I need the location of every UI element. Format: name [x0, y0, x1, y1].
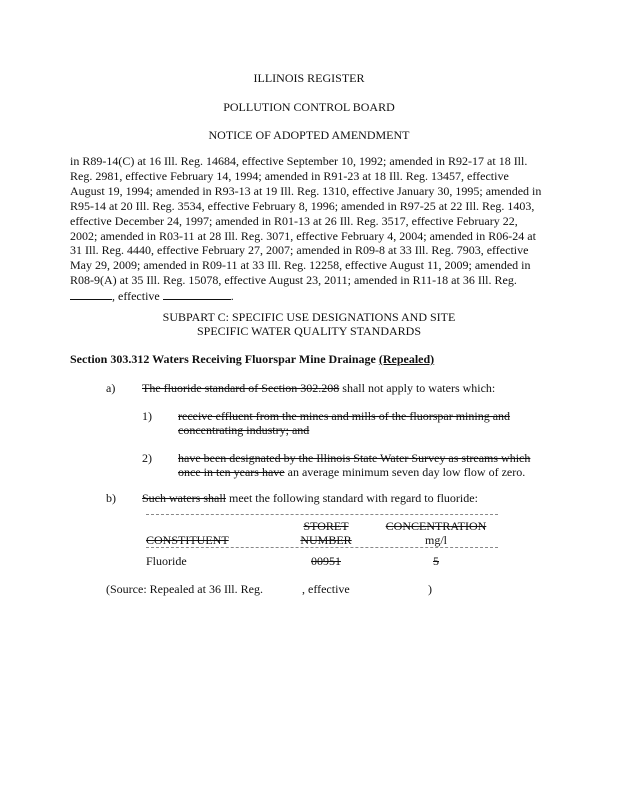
source-open: (Source: Repealed at 36 Ill. Reg. [106, 582, 263, 596]
repealed-tag: (Repealed) [378, 352, 435, 366]
item-a-struck: The fluoride standard of Section 302.208 [142, 381, 340, 395]
storet-header-line2: NUMBER [300, 533, 352, 547]
item-b-rest: meet the following standard with regard to fluoride: [225, 491, 478, 505]
item-b-text [142, 491, 478, 505]
history-effective: , effective [112, 289, 160, 304]
item-a2-line2 [178, 465, 525, 479]
item-b-label: b) [106, 491, 116, 505]
constituent-header: CONSTITUENT [146, 533, 229, 547]
board-name: POLLUTION CONTROL BOARD [223, 100, 395, 114]
effective-date-blank [163, 288, 231, 300]
history-end: . [230, 289, 234, 304]
row-constituent: Fluoride [146, 554, 187, 568]
register-title: ILLINOIS REGISTER [253, 71, 365, 85]
item-a1-label: 1) [142, 409, 152, 423]
section-heading [70, 352, 434, 366]
notice-title: NOTICE OF ADOPTED AMENDMENT [208, 128, 410, 142]
item-a1-line1: receive effluent from the mines and mills of the fluorspar mining and [178, 409, 511, 423]
subpart-title-line1: SUBPART C: SPECIFIC USE DESIGNATIONS AND SITE [162, 310, 456, 324]
table-top-rule [146, 514, 498, 515]
item-a-rest: shall not apply to waters which: [339, 381, 496, 395]
row-storet: 00951 [311, 554, 341, 568]
item-a1-line2: concentrating industry; and [178, 423, 310, 437]
item-a2-rest: an average minimum seven day low flow of zero. [284, 465, 526, 479]
section-title: Section 303.312 Waters Receiving Fluorspar Mine Drainage [70, 352, 376, 366]
history-paragraph [70, 154, 545, 304]
item-a2-label: 2) [142, 451, 152, 465]
concentration-header-line1: CONCENTRATION [385, 519, 487, 533]
item-a2-line1: have been designated by the Illinois State Water Survey as streams which [178, 451, 531, 465]
source-close: ) [428, 582, 432, 596]
row-concentration: 5 [433, 554, 439, 568]
history-text: in R89-14(C) at 16 Ill. Reg. 14684, effective September 10, 1992; amended in R92-17 at 18 Ill. Reg. 2981, effective February 14, 1994; amended in R91-23 at 18 Ill. Reg. 13457, effective August 19, 1994; amended in R93-13 at 19 Ill. Reg. 1310, effective January 30, 1995; amended in R95-14 at 20 Ill. Reg. 3534, effective February 8, 1996; amended in R97-25 at 22 Ill. Reg. 1403, effective December 24, 1997; amended in R01-13 at 26 Ill. Reg. 3517, effective February 22, 2002; amended in R03-11 at 28 Ill. Reg. 3071, effective February 4, 2004; amended in R06-24 at 31 Ill. Reg. 4440, effective February 27, 2007; amended in R09-8 at 33 Ill. Reg. 7903, effective May 29, 2009; amended in R09-11 at 33 Ill. Reg. 12258, effective August 11, 2009; amended in R08-9(A) at 35 Ill. Reg. 15078, effective August 23, 2011; amended in R11-18 at 36 Ill. Reg. [70, 154, 542, 288]
storet-header-line1: STORET [303, 519, 349, 533]
reg-page-blank [70, 288, 112, 300]
concentration-header-line2: mg/l [424, 533, 447, 547]
item-b-struck: Such waters shall [142, 491, 226, 505]
source-effective: , effective [302, 582, 350, 596]
item-a-text [142, 381, 495, 395]
item-a-label: a) [106, 381, 116, 395]
table-header-rule [146, 547, 498, 548]
subpart-title-line2: SPECIFIC WATER QUALITY STANDARDS [196, 324, 422, 338]
item-a2-struck: once in ten years have [178, 465, 285, 479]
